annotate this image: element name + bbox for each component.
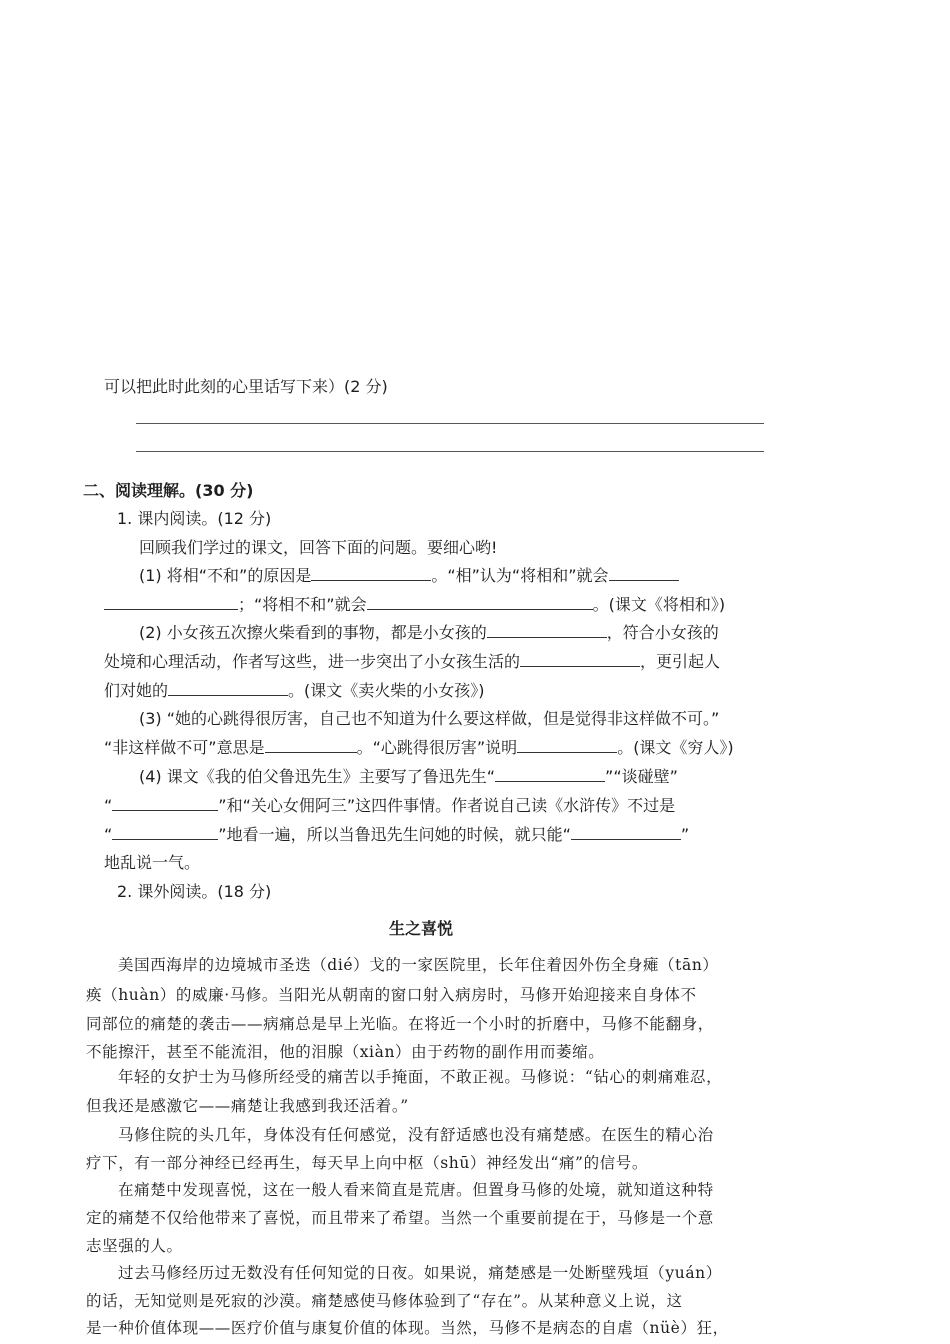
blank[interactable] <box>104 593 238 610</box>
question-1-instruction: 回顾我们学过的课文，回答下面的问题。要细心哟! <box>139 538 498 557</box>
article-line: 不能擦汗，甚至不能流泪，他的泪腺（xiàn）由于药物的副作用而萎缩。 <box>86 1043 605 1061</box>
article-line: 美国西海岸的边境城市圣迭（dié）戈的一家医院里，长年住着因外伤全身瘫（tān） <box>118 956 719 974</box>
blank[interactable] <box>520 650 640 667</box>
article-line: 的话，无知觉则是死寂的沙漠。痛楚感使马修体验到了“存在”。从某种意义上说，这 <box>86 1292 683 1310</box>
article-line: 志坚强的人。 <box>86 1237 183 1255</box>
question-tail-text: 可以把此时此刻的心里话写下来）(2 分) <box>104 377 388 396</box>
blank[interactable] <box>495 765 605 782</box>
article-line: 马修住院的头几年，身体没有任何感觉，没有舒适感也没有痛楚感。在医生的精心治 <box>118 1126 714 1144</box>
article-line: 在痛楚中发现喜悦，这在一般人看来简直是荒唐。但置身马修的处境，就知道这种特 <box>118 1181 714 1199</box>
item-4-line-3: “ ”地看一遍，所以当鲁迅先生问她的时候，就只能“ ” <box>104 825 690 844</box>
blank[interactable] <box>112 823 218 840</box>
blank[interactable] <box>517 736 617 753</box>
article-line: 但我还是感激它——痛楚让我感到我还活着。” <box>86 1097 409 1115</box>
article-title: 生之喜悦 <box>389 919 454 938</box>
blank[interactable] <box>487 621 607 638</box>
item-3-line-1: (3) “她的心跳得很厉害，自己也不知道为什么要这样做，但是觉得非这样做不可。” <box>139 709 720 728</box>
blank[interactable] <box>367 593 593 610</box>
article-line: 定的痛楚不仅给他带来了喜悦，而且带来了希望。当然一个重要前提在于，马修是一个意 <box>86 1209 714 1227</box>
blank[interactable] <box>168 679 288 696</box>
answer-line-2[interactable] <box>136 451 764 452</box>
article-line: 同部位的痛楚的袭击——病痛总是早上光临。在将近一个小时的折磨中，马修不能翻身， <box>86 1015 714 1033</box>
blank[interactable] <box>265 736 357 753</box>
answer-line-1[interactable] <box>136 423 764 424</box>
blank[interactable] <box>571 823 681 840</box>
blank[interactable] <box>112 794 218 811</box>
article-line: 疗下，有一部分神经已经再生，每天早上向中枢（shū）神经发出“痛”的信号。 <box>86 1154 648 1172</box>
article-line: 痪（huàn）的威廉·马修。当阳光从朝南的窗口射入病房时，马修开始迎接来自身体不 <box>86 986 697 1004</box>
item-4-line-1: (4) 课文《我的伯父鲁迅先生》主要写了鲁迅先生“ ”“谈碰壁” <box>139 767 678 786</box>
blank[interactable] <box>311 564 431 581</box>
article-line: 年轻的女护士为马修所经受的痛苦以手掩面，不敢正视。马修说：“钻心的刺痛难忍， <box>118 1068 723 1086</box>
item-2-line-3: 们对她的 。(课文《卖火柴的小女孩》) <box>104 681 485 700</box>
item-1-line-2: ；“将相不和”就会 。(课文《将相和》) <box>104 593 725 616</box>
item-4-line-4: 地乱说一气。 <box>104 853 201 872</box>
item-3-line-2: “非这样做不可”意思是 。“心跳得很厉害”说明 。(课文《穷人》) <box>104 738 734 757</box>
article-line: 过去马修经历过无数没有任何知觉的日夜。如果说，痛楚感是一处断壁残垣（yuán） <box>118 1264 722 1282</box>
question-2-label: 2. 课外阅读。(18 分) <box>117 882 272 901</box>
question-1-label: 1. 课内阅读。(12 分) <box>117 509 272 528</box>
article-line: 是一种价值体现——医疗价值与康复价值的体现。当然，马修不是病态的自虐（nüè）狂， <box>86 1319 729 1337</box>
item-2-line-2: 处境和心理活动，作者写这些，进一步突出了小女孩生活的 ，更引起人 <box>104 652 721 671</box>
blank[interactable] <box>609 564 679 581</box>
item-2-line-1: (2) 小女孩五次擦火柴看到的事物，都是小女孩的 ，符合小女孩的 <box>139 623 719 642</box>
item-1-line-1: (1) 将相“不和”的原因是 。“相”认为“将相和”就会 <box>139 564 679 587</box>
section-heading: 二、阅读理解。(30 分) <box>83 481 254 500</box>
item-4-line-2: “ ”和“关心女佣阿三”这四件事情。作者说自己读《水浒传》不过是 <box>104 796 676 815</box>
